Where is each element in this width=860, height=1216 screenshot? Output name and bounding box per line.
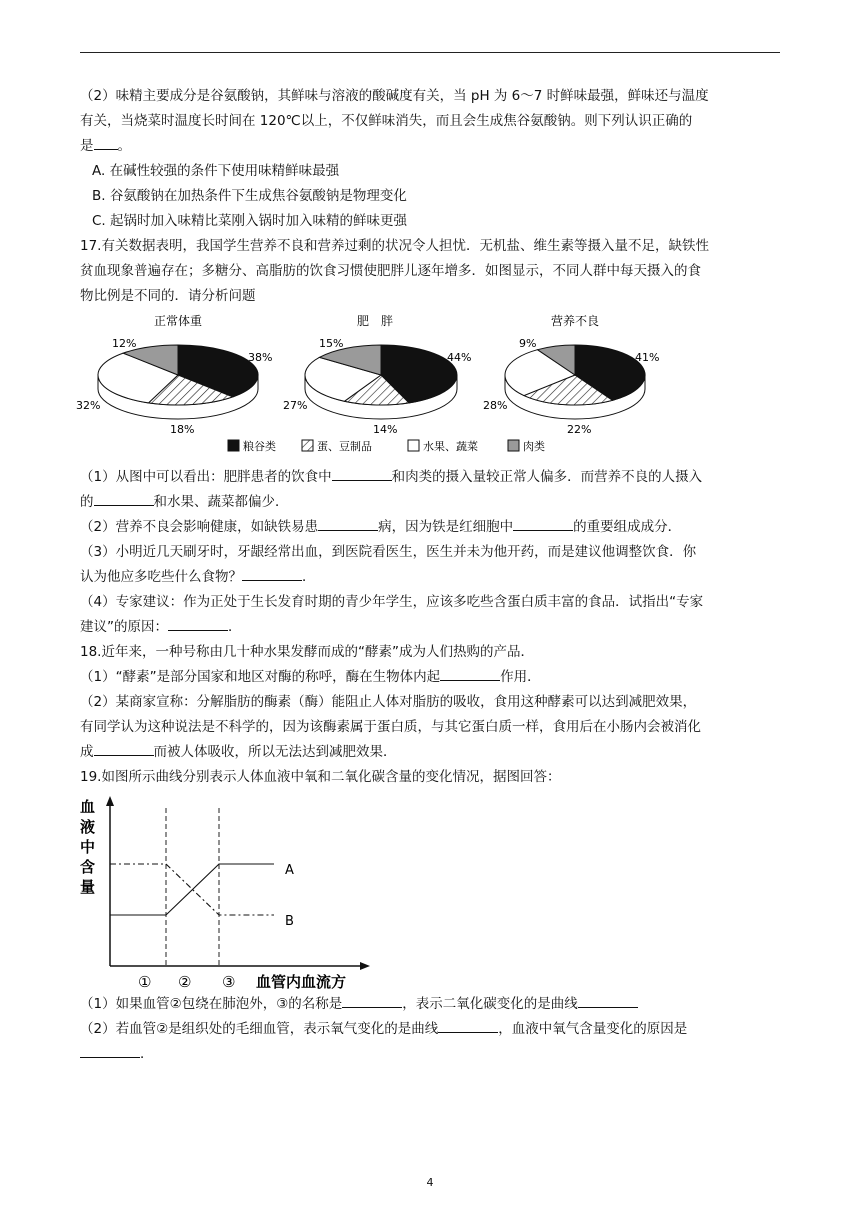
- q19-sub1: （1）如果血管②包绕在肺泡外，③的名称是 ，表示二氧化碳变化的是曲线: [80, 992, 780, 1017]
- answer-blank[interactable]: [94, 135, 118, 150]
- pie-legend: [228, 439, 545, 453]
- answer-blank[interactable]: [318, 516, 378, 531]
- pie-label-egg: 14%: [373, 423, 398, 436]
- q18-sub2-line1: （2）某商家宣称：分解脂肪的酶素（酶）能阻止人体对脂肪的吸收，食用这种酵素可以达到减肥效果，: [80, 694, 697, 710]
- section-3-label: ③: [222, 973, 236, 991]
- q19-sub2-line1: （2）若血管②是组织处的毛细血管，表示氧气变化的是曲线 ，血液中氧气含量变化的原因是: [80, 1017, 780, 1042]
- curve-a: [110, 864, 274, 915]
- q16-2-line3: 是 。: [80, 134, 780, 159]
- page-content: [76, 84, 780, 1067]
- answer-blank[interactable]: [578, 993, 638, 1008]
- option-b: B. 谷氨酸钠在加热条件下生成焦谷氨酸钠是物理变化: [92, 188, 407, 204]
- q17-sub4-line1: （4）专家建议：作为正处于生长发育时期的青少年学生，应该多吃些含蛋白质丰富的食品．试指出“专家: [80, 594, 704, 610]
- pie-2: [483, 313, 659, 436]
- pie-title: 营养不良: [551, 314, 600, 328]
- q17-stem-2: 贫血现象普遍存在；多糖分、高脂肪的饮食习惯使肥胖儿逐年增多．如图显示，不同人群中每天摄入的食: [80, 263, 701, 279]
- blood-gas-svg: [80, 794, 400, 992]
- pie-label-fruit: 27%: [283, 399, 308, 412]
- q18-sub2-line3: 成 而被人体吸收，所以无法达到减肥效果．: [80, 740, 780, 765]
- svg-text:液: 液: [80, 818, 96, 836]
- pie-label-meat: 12%: [112, 337, 137, 350]
- answer-blank[interactable]: [242, 566, 302, 581]
- q17-sub1-line1: （1）从图中可以看出：肥胖患者的饮食中 和肉类的摄入量较正常人偏多．而营养不良的人摄入: [80, 465, 780, 490]
- legend-grain: 粮谷类: [243, 440, 276, 453]
- pie-label-fruit: 28%: [483, 399, 508, 412]
- blood-gas-graph: [80, 794, 780, 992]
- svg-text:含: 含: [80, 858, 96, 876]
- pie-title: 正常体重: [154, 314, 203, 328]
- option-a: A. 在碱性较强的条件下使用味精鲜味最强: [92, 163, 340, 179]
- pie-label-grain: 41%: [635, 351, 660, 364]
- x-axis-label: 血管内血流方: [256, 973, 347, 991]
- pie-label-grain: 38%: [248, 351, 273, 364]
- pie-1: [283, 313, 471, 436]
- q18-sub2-line2: 有同学认为这种说法是不科学的，因为该酶素属于蛋白质，与其它蛋白质一样，食用后在小肠内会被消化: [80, 719, 701, 735]
- page-number: 4: [426, 1176, 434, 1189]
- answer-blank[interactable]: [332, 466, 392, 481]
- pie-label-grain: 44%: [447, 351, 472, 364]
- q17-sub4-line2: 建议”的原因： ．: [80, 615, 780, 640]
- q18-stem: 18.近年来，一种号称由几十种水果发酵而成的“酵素”成为人们热购的产品．: [80, 644, 534, 660]
- pie-charts-svg: [76, 313, 780, 463]
- y-axis-label: [80, 798, 95, 896]
- q17-sub3-line2: 认为他应多吃些什么食物？ ．: [80, 565, 780, 590]
- q16-2-line2: 有关，当烧菜时温度长时间在 120℃以上，不仅鲜味消失，而且会生成焦谷氨酸钠。则下列认识正确的: [80, 113, 693, 129]
- q19-sub2-line2: ．: [80, 1042, 780, 1067]
- svg-text:中: 中: [80, 838, 96, 856]
- legend-egg: 蛋、豆制品: [317, 440, 372, 453]
- svg-text:血: 血: [80, 798, 96, 816]
- q18-sub1: （1）“酵素”是部分国家和地区对酶的称呼，酶在生物体内起 作用．: [80, 665, 780, 690]
- answer-blank[interactable]: [513, 516, 573, 531]
- q17-sub2: （2）营养不良会影响健康，如缺铁易患 病，因为铁是红细胞中 的重要组成成分．: [80, 515, 780, 540]
- pie-label-fruit: 32%: [76, 399, 101, 412]
- q17-stem-3: 物比例是不同的．请分析问题: [80, 288, 256, 304]
- pie-0: [76, 313, 272, 436]
- pie-label-meat: 15%: [319, 337, 344, 350]
- section-1-label: ①: [138, 973, 152, 991]
- answer-blank[interactable]: [80, 1043, 140, 1058]
- section-2-label: ②: [178, 973, 192, 991]
- pie-charts-figure: [76, 313, 780, 463]
- pie-title: 肥 胖: [357, 314, 394, 328]
- answer-blank[interactable]: [440, 666, 500, 681]
- legend-meat: 肉类: [523, 440, 545, 453]
- pie-label-egg: 18%: [170, 423, 195, 436]
- q17-sub3-line1: （3）小明近几天刷牙时，牙龈经常出血，到医院看医生，医生并未为他开药，而是建议他调整饮食．你: [80, 544, 697, 560]
- q16-2-line1: （2）味精主要成分是谷氨酸钠，其鲜味与溶液的酸碱度有关，当 pH 为 6～7 时鲜味最强，鲜味还与温度: [80, 88, 709, 104]
- legend-fruit: 水果、蔬菜: [423, 440, 478, 453]
- answer-blank[interactable]: [94, 741, 154, 756]
- answer-blank[interactable]: [94, 491, 154, 506]
- answer-blank[interactable]: [438, 1018, 498, 1033]
- header-rule: [80, 52, 780, 53]
- curve-a-label: A: [285, 863, 294, 878]
- svg-text:量: 量: [80, 878, 96, 896]
- q17-sub1-line2: 的 和水果、蔬菜都偏少．: [80, 490, 780, 515]
- answer-blank[interactable]: [342, 993, 402, 1008]
- q17-stem-1: 17.有关数据表明，我国学生营养不良和营养过剩的状况令人担忧．无机盐、维生素等摄入量不足，缺铁性: [80, 238, 709, 254]
- option-c: C. 起锅时加入味精比菜刚入锅时加入味精的鲜味更强: [92, 213, 408, 229]
- pie-label-egg: 22%: [567, 423, 592, 436]
- pie-label-meat: 9%: [519, 337, 537, 350]
- curve-b-label: B: [285, 914, 294, 929]
- q19-stem: 19.如图所示曲线分别表示人体血液中氧和二氧化碳含量的变化情况，据图回答：: [80, 769, 561, 785]
- answer-blank[interactable]: [168, 616, 228, 631]
